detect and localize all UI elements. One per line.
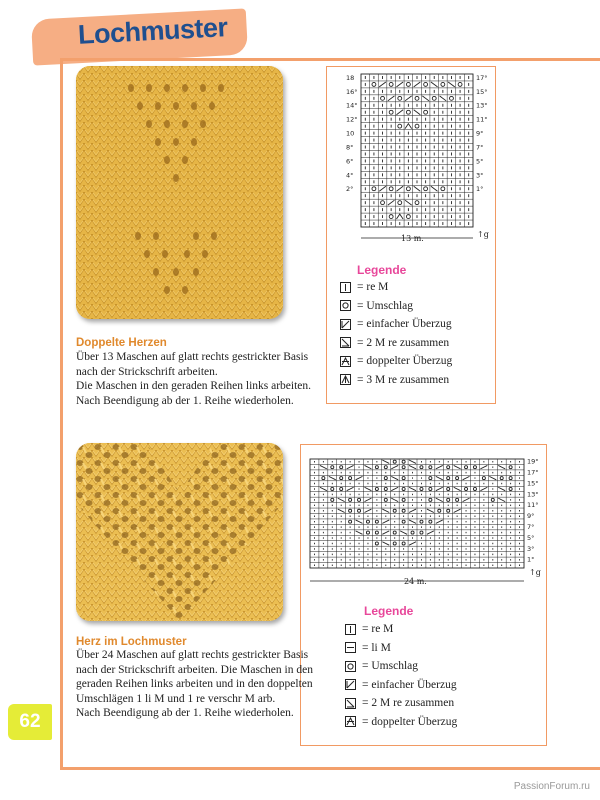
legend-item-label: = Umschlag <box>362 660 418 672</box>
chart-cell-mark <box>338 498 345 501</box>
chart-cell-mark <box>365 498 372 501</box>
chart-cell-mark <box>402 520 405 523</box>
chart-cell-mark <box>379 82 386 87</box>
chart-cell-mark <box>384 487 387 490</box>
chart-cell-mark <box>489 476 496 479</box>
chart-row-label: 5° <box>527 533 535 542</box>
legend-item-label: = re M <box>357 281 389 293</box>
page-number: 62 <box>19 711 41 732</box>
chart-cell-mark <box>393 509 396 512</box>
chart-cell-mark <box>409 465 416 468</box>
chart-legend-box-1 <box>326 66 496 404</box>
chart-row-label: 9° <box>476 129 484 138</box>
chart-cell-mark <box>396 186 403 191</box>
chart-cell-mark <box>482 477 485 480</box>
chart-cell-mark <box>382 531 389 534</box>
chart-cell-mark <box>340 487 343 490</box>
chart-cell-mark <box>509 466 512 469</box>
chart-cell-mark <box>458 82 462 86</box>
k2tog-symbol-icon <box>340 337 351 348</box>
legend-item <box>345 623 393 635</box>
chart-cell-mark <box>429 477 432 480</box>
chart-cell-mark <box>398 124 402 128</box>
chart-row-label: 15° <box>527 479 539 488</box>
legend-item <box>340 355 452 367</box>
chart-cell-mark <box>347 465 354 468</box>
knit-symbol-icon <box>345 624 356 635</box>
yarnover-symbol-icon <box>345 661 356 672</box>
chart-cell-mark <box>356 531 363 534</box>
chart-row-label: 6° <box>346 157 354 166</box>
chart-cell-mark <box>405 96 412 101</box>
legend-item <box>345 642 391 654</box>
chart-cell-mark <box>429 520 432 523</box>
chart-cell-mark <box>465 487 468 490</box>
chart-cell-mark <box>454 487 461 490</box>
chart-cell-mark <box>393 531 396 534</box>
pattern2-description <box>76 648 313 721</box>
chart-cell-mark <box>365 509 372 512</box>
chart-cell-mark <box>402 509 405 512</box>
chart-row-label: 11° <box>476 115 488 124</box>
chart-cell-mark <box>454 509 461 512</box>
legend-item-label: = 3 M re zusammen <box>357 373 450 386</box>
chart-cell-mark <box>424 110 428 114</box>
purl-symbol-icon <box>345 642 356 653</box>
chart-cell-mark <box>340 466 343 469</box>
chart-row-label: 2° <box>346 185 354 194</box>
chart-cell-mark <box>396 82 403 87</box>
chart-cell-mark <box>349 509 352 512</box>
chart-cell-mark <box>431 82 438 87</box>
pattern2-line: Umschlägen 1 li M und 1 re verschr M arb. <box>76 692 276 705</box>
knit-symbol-icon <box>340 282 351 293</box>
ssk-symbol-icon <box>340 319 351 330</box>
chart-cell-mark <box>406 110 410 114</box>
pattern2-line: nach der Strickschrift arbeiten. Die Maschen in den <box>76 663 313 676</box>
chart-cell-mark <box>456 498 459 501</box>
chart-cell-mark <box>375 542 378 545</box>
chart-row-label: 1° <box>527 555 535 564</box>
chart-cell-mark <box>402 466 405 469</box>
chart2-corner-mark: ↑g <box>529 568 541 577</box>
legend-item <box>345 716 457 728</box>
chart-cell-mark <box>436 465 443 468</box>
legend-item-label: = einfacher Überzug <box>357 318 452 330</box>
chart-cell-mark <box>414 186 421 191</box>
chart-cell-mark <box>388 96 395 101</box>
double-symbol-icon <box>340 356 351 367</box>
pattern2-line: Nach Beendigung ab der 1. Reihe wiederholen. <box>76 707 294 719</box>
chart-cell-mark <box>379 186 386 191</box>
frame-bottom-rule <box>60 767 600 770</box>
chart-cell-mark <box>498 498 505 501</box>
chart1-corner-mark: ↑g <box>477 230 489 239</box>
knitting-chart-2 <box>301 445 546 585</box>
chart-cell-mark <box>447 466 450 469</box>
chart-row-label: 13° <box>527 490 539 499</box>
pattern1-description <box>76 350 311 408</box>
knit-texture-2 <box>76 443 283 621</box>
chart-cell-mark <box>375 466 378 469</box>
chart-cell-mark <box>405 200 412 205</box>
chart-cell-mark <box>436 487 443 490</box>
chart-cell-mark <box>382 520 389 523</box>
chart-cell-mark <box>456 477 459 480</box>
frame-top-rule <box>60 58 600 61</box>
chart-row-label: 3° <box>527 544 535 553</box>
chart-cell-mark <box>366 520 369 523</box>
knitting-chart-1 <box>327 67 495 247</box>
chart-cell-mark <box>405 124 412 129</box>
chart-cell-mark <box>498 487 505 490</box>
chart-cell-mark <box>454 465 461 468</box>
chart-cell-mark <box>393 542 396 545</box>
chart-row-label: 13° <box>476 101 488 110</box>
chart-cell-mark <box>422 96 429 101</box>
chart-cell-mark <box>465 466 468 469</box>
chart-row-label: 12° <box>346 115 358 124</box>
chart-cell-mark <box>372 187 376 191</box>
page-title: Lochmuster <box>77 12 229 50</box>
chart-cell-mark <box>448 82 455 87</box>
chart-row-label: 7° <box>476 143 484 152</box>
k3tog-symbol-icon <box>340 374 351 385</box>
chart-cell-mark <box>365 487 372 490</box>
chart-cell-mark <box>427 509 434 512</box>
chart-cell-mark <box>375 531 378 534</box>
chart-cell-mark <box>388 200 395 205</box>
legend-item <box>340 318 452 330</box>
chart-cell-mark <box>349 498 352 501</box>
chart-cell-mark <box>429 487 432 490</box>
chart-cell-mark <box>509 477 512 480</box>
chart-cell-mark <box>409 542 416 545</box>
chart-cell-mark <box>358 498 361 501</box>
legend-item <box>340 337 449 349</box>
legend-title-2: Legende <box>364 604 414 618</box>
chart-cell-mark <box>381 96 385 100</box>
legend-item-label: = 2 M re zusammen <box>357 336 450 349</box>
chart-cell-mark <box>409 520 416 523</box>
chart-row-label: 8° <box>346 143 354 152</box>
chart-cell-mark <box>366 531 369 534</box>
legend-item <box>340 281 388 293</box>
chart-cell-mark <box>463 498 470 501</box>
chart-cell-mark <box>372 82 376 86</box>
legend-item <box>340 374 449 386</box>
chart-cell-mark <box>331 466 334 469</box>
legend-item <box>340 300 413 312</box>
knit-texture-1 <box>76 66 283 319</box>
chart-cell-mark <box>427 531 434 534</box>
chart-cell-mark <box>382 509 389 512</box>
chart-cell-mark <box>402 460 405 463</box>
chart-cell-mark <box>389 82 393 86</box>
chart-cell-mark <box>391 476 398 479</box>
chart-row-label: 11° <box>527 501 539 510</box>
double-symbol-icon <box>345 716 356 727</box>
legend-item-label: = 2 M re zusammen <box>362 697 455 709</box>
chart-cell-mark <box>400 531 407 534</box>
legend-item <box>345 679 457 691</box>
chart-row-label: 7° <box>527 523 535 532</box>
k2tog-symbol-icon <box>345 698 356 709</box>
chart-row-label: 3° <box>476 171 484 180</box>
legend-title-1: Legende <box>357 263 407 277</box>
chart-cell-mark <box>396 214 403 219</box>
pattern1-line: Die Maschen in den geraden Reihen links arbeiten. <box>76 380 312 392</box>
chart-cell-mark <box>409 509 416 512</box>
chart-cell-mark <box>424 82 428 86</box>
chart-cell-mark <box>389 110 393 114</box>
chart-cell-mark <box>415 124 419 128</box>
chart-cell-mark <box>420 487 423 490</box>
pattern1-heading: Doppelte Herzen <box>76 337 167 349</box>
chart-cell-mark <box>509 487 512 490</box>
chart-cell-mark <box>391 498 398 501</box>
chart-cell-mark <box>398 201 402 205</box>
chart-cell-mark <box>447 498 450 501</box>
chart-cell-mark <box>411 531 414 534</box>
chart1-width-label: 13 m. <box>401 234 424 243</box>
chart-cell-mark <box>389 187 393 191</box>
chart-cell-mark <box>500 477 503 480</box>
chart-cell-mark <box>347 487 354 490</box>
chart-cell-mark <box>480 487 487 490</box>
chart-row-label: 1° <box>476 185 484 194</box>
chart-cell-mark <box>384 477 387 480</box>
chart-cell-mark <box>322 477 325 480</box>
chart-cell-mark <box>431 186 438 191</box>
chart-cell-mark <box>415 201 419 205</box>
chart-cell-mark <box>356 520 363 523</box>
chart-cell-mark <box>463 476 470 479</box>
chart-cell-mark <box>381 201 385 205</box>
chart-cell-mark <box>375 487 378 490</box>
chart-cell-mark <box>402 542 405 545</box>
legend-item-label: = re M <box>362 623 394 635</box>
chart-cell-mark <box>365 465 372 468</box>
chart-cell-mark <box>473 466 476 469</box>
chart-cell-mark <box>396 110 403 115</box>
chart-cell-mark <box>414 82 421 87</box>
chart-cell-mark <box>420 531 423 534</box>
chart-row-label: 18 <box>346 73 355 82</box>
legend-item-label: = li M <box>362 641 391 654</box>
chart-cell-mark <box>432 96 436 100</box>
chart-cell-mark <box>480 465 487 468</box>
yarnover-symbol-icon <box>340 300 351 311</box>
chart-cell-mark <box>436 498 443 501</box>
legend-item-label: = doppelter Überzug <box>362 715 458 728</box>
pattern2-line: geraden Reihen links arbeiten und in den doppelten <box>76 678 313 690</box>
pattern1-line: Nach Beendigung ab der 1. Reihe wiederholen. <box>76 394 294 407</box>
chart-cell-mark <box>338 509 345 512</box>
chart-cell-mark <box>498 465 505 468</box>
frame-left-rule <box>60 58 63 770</box>
chart-cell-mark <box>440 96 447 101</box>
chart-cell-mark <box>384 498 387 501</box>
chart-cell-mark <box>438 509 441 512</box>
chart-cell-mark <box>389 215 393 219</box>
chart-cell-mark <box>429 498 432 501</box>
chart-cell-mark <box>409 487 416 490</box>
chart-row-label: 19° <box>527 457 539 466</box>
pattern1-line: Über 13 Maschen auf glatt rechts gestrickter Basis <box>76 351 309 363</box>
chart-cell-mark <box>382 542 389 545</box>
chart-row-label: 14° <box>346 101 358 110</box>
chart-cell-mark <box>414 110 421 115</box>
chart-cell-mark <box>349 520 352 523</box>
chart-cell-mark <box>409 460 416 463</box>
chart-cell-mark <box>424 187 428 191</box>
chart-cell-mark <box>331 498 334 501</box>
chart-cell-mark <box>450 96 454 100</box>
legend-item <box>345 697 454 709</box>
chart-row-label: 17° <box>527 468 539 477</box>
chart-cell-mark <box>329 476 336 479</box>
chart-cell-mark <box>331 487 334 490</box>
swatch-photo-doppelte-herzen <box>76 66 283 319</box>
chart-row-label: 17° <box>476 73 488 82</box>
chart-cell-mark <box>349 477 352 480</box>
swatch-photo-herz-im-lochmuster <box>76 443 283 621</box>
chart-cell-mark <box>356 476 363 479</box>
chart-cell-mark <box>384 466 387 469</box>
chart-cell-mark <box>391 487 398 490</box>
legend-item <box>345 660 418 672</box>
chart-row-label: 4° <box>346 171 354 180</box>
chart-cell-mark <box>402 477 405 480</box>
chart-cell-mark <box>398 96 402 100</box>
legend-item-label: = doppelter Überzug <box>357 355 453 367</box>
legend-item-label: = einfacher Überzug <box>362 678 457 691</box>
chart-cell-mark <box>420 466 423 469</box>
chart-row-label: 9° <box>527 512 535 521</box>
pattern2-heading: Herz im Lochmuster <box>76 636 187 648</box>
chart-row-label: 15° <box>476 87 488 96</box>
pattern1-line: nach der Strickschrift arbeiten. <box>76 365 218 378</box>
chart-cell-mark <box>406 215 410 219</box>
chart-cell-mark <box>320 487 327 490</box>
chart-cell-mark <box>415 96 419 100</box>
chart-cell-mark <box>420 520 423 523</box>
chart-cell-mark <box>447 487 450 490</box>
chart-cell-mark <box>382 460 389 463</box>
chart-cell-mark <box>375 520 378 523</box>
chart-cell-mark <box>436 520 443 523</box>
chart-cell-mark <box>441 82 445 86</box>
chart-cell-mark <box>358 509 361 512</box>
chart2-width-label: 24 m. <box>404 577 427 585</box>
chart-row-label: 16° <box>346 87 358 96</box>
chart-cell-mark <box>436 476 443 479</box>
chart-cell-mark <box>340 477 343 480</box>
chart-cell-mark <box>402 487 405 490</box>
legend-item-label: = Umschlag <box>357 299 413 312</box>
chart-cell-mark <box>441 187 445 191</box>
chart-cell-mark <box>402 498 405 501</box>
chart-cell-mark <box>491 498 494 501</box>
chart-cell-mark <box>447 477 450 480</box>
chart-row-label: 5° <box>476 157 484 166</box>
pattern2-line: Über 24 Maschen auf glatt rechts gestrickter Basis <box>76 649 309 661</box>
chart-cell-mark <box>447 509 450 512</box>
ssk-symbol-icon <box>345 679 356 690</box>
chart-cell-mark <box>320 465 327 468</box>
chart-row-label: 10 <box>346 129 355 138</box>
chart-cell-mark <box>391 465 398 468</box>
chart-cell-mark <box>473 487 476 490</box>
chart-cell-mark <box>406 187 410 191</box>
chart-cell-mark <box>393 460 396 463</box>
chart-cell-mark <box>429 466 432 469</box>
watermark: PassionForum.ru <box>513 781 590 792</box>
chart-cell-mark <box>406 82 410 86</box>
chart-legend-box-2 <box>300 444 547 746</box>
